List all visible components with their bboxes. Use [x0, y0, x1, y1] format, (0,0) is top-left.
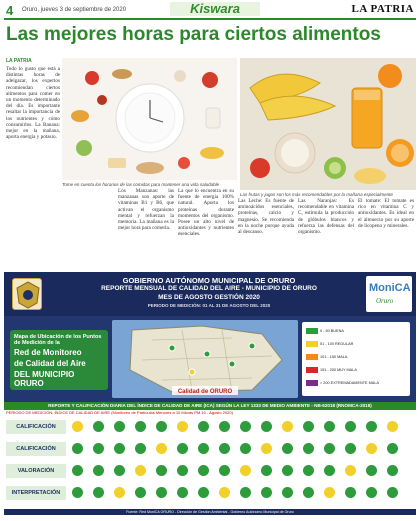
air-quality-face-icon	[93, 443, 104, 454]
air-quality-face-icon	[261, 465, 272, 476]
ad-title-1: GOBIERNO AUTÓNOMO MUNICIPAL DE ORURO	[122, 276, 296, 285]
article-paragraph: La que lo encuentra en su fuente de energía 100% natural. Aporta los proteínas durante momentos del organismo. Posee un alto nivel de antioxidantes y nutrientes esenciales.	[178, 188, 234, 238]
air-quality-face-icon	[387, 465, 398, 476]
map-title-box	[10, 330, 108, 390]
air-quality-face-icon	[387, 421, 398, 432]
section-name: Kiswara	[170, 2, 260, 16]
air-quality-face-icon	[177, 443, 188, 454]
ica-table-header: REPORTE Y CALIFICACIÓN DIARIA DEL ÍNDICE DE CALIDAD DE AIRE (ICA) SEGÚN LA LEY 1333 DE MEDIO AMBIENTE - NB-62018 (RNOMCA-2018)	[4, 402, 416, 410]
air-quality-face-icon	[345, 487, 356, 498]
air-quality-face-icon	[219, 443, 230, 454]
air-quality-face-icon	[114, 443, 125, 454]
air-quality-face-icon	[219, 465, 230, 476]
air-quality-face-icon	[303, 443, 314, 454]
monica-logo-city: Oruro	[376, 297, 394, 305]
legend-swatch	[306, 341, 318, 347]
air-quality-face-icon	[93, 487, 104, 498]
row-label: CALIFICACIÓN	[6, 420, 66, 434]
legend-item	[306, 367, 406, 376]
air-quality-face-icon	[72, 421, 83, 432]
article-author: LA PATRIA	[6, 58, 32, 64]
fruits-illustration	[240, 58, 416, 190]
air-quality-face-icon	[324, 421, 335, 432]
air-quality-face-icon	[366, 443, 377, 454]
air-quality-face-icon	[324, 487, 335, 498]
air-quality-face-icon	[345, 465, 356, 476]
air-quality-face-icon	[282, 443, 293, 454]
air-quality-face-icon	[198, 421, 209, 432]
air-quality-face-icon	[135, 421, 146, 432]
air-quality-face-icon	[156, 421, 167, 432]
ad-title-2: REPORTE MENSUAL DE CALIDAD DEL AIRE - MUNICIPIO DE ORURO	[101, 285, 317, 292]
newspaper-brand: LA PATRIA	[351, 3, 414, 15]
legend-swatch	[306, 328, 318, 334]
air-quality-face-icon	[345, 443, 356, 454]
air-quality-face-icon	[72, 465, 83, 476]
municipal-seal-logo	[12, 278, 42, 310]
air-quality-face-icon	[114, 487, 125, 498]
air-quality-ad	[4, 272, 416, 515]
air-quality-face-icon	[345, 421, 356, 432]
legend-swatch	[306, 380, 318, 386]
ica-daily-table	[4, 410, 416, 509]
air-quality-face-icon	[324, 443, 335, 454]
air-quality-face-icon	[72, 443, 83, 454]
article-column-2	[118, 188, 174, 268]
map-title-line-4: DEL MUNICIPIO ORURO	[14, 370, 75, 388]
ad-title-3: MES DE AGOSTO GESTIÓN 2020	[158, 294, 260, 301]
legend-label: > 200 EXTREMADAMENTE MALA	[320, 381, 379, 385]
air-quality-face-icon	[135, 465, 146, 476]
row-label: CALIFICACIÓN	[6, 442, 66, 456]
air-quality-face-icon	[261, 443, 272, 454]
air-quality-face-icon	[240, 487, 251, 498]
air-quality-face-icon	[387, 487, 398, 498]
monitoring-map	[112, 320, 298, 398]
air-quality-face-icon	[282, 465, 293, 476]
air-quality-face-icon	[198, 487, 209, 498]
food-clock-photo	[62, 58, 237, 180]
air-quality-face-icon	[93, 421, 104, 432]
legend-item	[306, 380, 406, 389]
header-rule	[4, 18, 416, 20]
table-row	[6, 462, 414, 480]
article-paragraph: Todo lo gusto que está a distintas horas de adelgazar, los expertos recomiendan ciertos alimentos para comer en un momento determinado del día. Es importante resaltar la importancia de los nutrientes y cómo consumirlos. La Banana: mejor en la mañana, aporta energía y potasio.	[6, 66, 60, 141]
article-column-4	[238, 198, 294, 268]
ad-header	[4, 272, 416, 316]
air-quality-face-icon	[156, 443, 167, 454]
air-quality-face-icon	[240, 465, 251, 476]
article-paragraph: Las Naranjas: Es recomendable en vitamina C, estimula la producción de glóbulos blancos y refuerza las defensas del organismo.	[298, 198, 354, 236]
row-label: VALORACIÓN	[6, 464, 66, 478]
page-header	[0, 0, 420, 22]
air-quality-face-icon	[114, 421, 125, 432]
photo-caption-1: Tome en cuenta los horarios de las comidas para mantener una vida saludable	[62, 182, 220, 187]
page-number: 4	[6, 3, 14, 18]
map-title-line-3: de Calidad del Aire	[14, 359, 86, 368]
air-quality-face-icon	[198, 443, 209, 454]
legend-item	[306, 341, 406, 350]
table-row	[6, 418, 414, 436]
monica-logo-text: MoniCA	[369, 282, 411, 294]
article-title: Las mejores horas para ciertos alimentos	[6, 24, 381, 45]
air-quality-face-icon	[282, 421, 293, 432]
air-quality-face-icon	[177, 465, 188, 476]
legend-label: 0 - 50 BUENA	[320, 329, 344, 333]
article-paragraph: Las Leche: Es fuente de aminoácidos esenciales, proteínas, calcio y magnesio. Se recomienda en la noche porque ayuda al descanso.	[238, 198, 294, 236]
air-quality-face-icon	[324, 465, 335, 476]
air-quality-face-icon	[135, 443, 146, 454]
legend-item	[306, 354, 406, 363]
row-label: INTERPRETACIÓN	[6, 486, 66, 500]
air-quality-face-icon	[303, 465, 314, 476]
air-quality-face-icon	[303, 421, 314, 432]
air-quality-face-icon	[303, 487, 314, 498]
legend-label: 51 - 100 REGULAR	[320, 342, 354, 346]
air-quality-face-icon	[240, 443, 251, 454]
legend-swatch	[306, 367, 318, 373]
table-row	[6, 440, 414, 458]
air-quality-face-icon	[135, 487, 146, 498]
air-quality-face-icon	[219, 421, 230, 432]
air-quality-face-icon	[366, 487, 377, 498]
monica-logo	[366, 276, 412, 312]
fruits-juice-photo	[240, 58, 416, 190]
air-quality-face-icon	[156, 465, 167, 476]
air-quality-face-icon	[177, 487, 188, 498]
article-column-5	[298, 198, 354, 268]
map-title-line-2: Red de Monitoreo	[14, 348, 82, 357]
table-row	[6, 484, 414, 502]
air-quality-face-icon	[177, 421, 188, 432]
article-paragraph: Los Manzanas: las manzanas son aporte de vitaminas B1 y B6, que activan el organismo mental y refuerzan la memoria. La mañana es la mejor hora para comerla.	[118, 188, 174, 232]
article-column-1	[6, 66, 60, 268]
ica-table-subtitle: PERIODO DE MEDICIÓN: ÍNDICE DE CALIDAD DE AIRE (Monitoreo de Partículas Menores a 10 Micras PM 10 - Agosto 2020)	[6, 410, 233, 415]
photo-caption-2: Las frutas y jugos son los más recomendables por la mañana especialmente	[240, 192, 393, 197]
air-quality-face-icon	[93, 465, 104, 476]
map-caption: Calidad de ORURO	[177, 389, 233, 395]
ad-footer: Fuente: Red MoniCA ORURO - Dirección de Gestión Ambiental - Gobierno Autónomo Municipal de Oruro	[4, 509, 416, 515]
food-clock-illustration	[62, 58, 237, 180]
ica-legend	[302, 322, 410, 396]
air-quality-face-icon	[240, 421, 251, 432]
air-quality-face-icon	[261, 421, 272, 432]
map-title-line-1: Mapa de Ubicación de los Puntos de Medición de la	[14, 334, 102, 346]
article-column-3	[178, 188, 234, 268]
legend-label: 101 - 150 MALA	[320, 355, 348, 359]
legend-swatch	[306, 354, 318, 360]
ad-period: PERIODO DE MEDICIÓN: 01 AL 31 DE AGOSTO DEL 2020	[147, 303, 271, 308]
article-paragraph: El tomate: El tomate es rico en vitamina C y antioxidantes. Es ideal en el almuerzo por su aporte de licopeno y minerales.	[358, 198, 414, 229]
air-quality-face-icon	[366, 421, 377, 432]
air-quality-face-icon	[198, 465, 209, 476]
air-quality-face-icon	[219, 487, 230, 498]
air-quality-face-icon	[72, 487, 83, 498]
legend-label: 151 - 200 MUY MALA	[320, 368, 357, 372]
air-quality-face-icon	[114, 465, 125, 476]
air-quality-face-icon	[282, 487, 293, 498]
air-quality-face-icon	[261, 487, 272, 498]
air-quality-face-icon	[366, 465, 377, 476]
article-column-6	[358, 198, 414, 268]
legend-item	[306, 328, 406, 337]
air-quality-face-icon	[387, 443, 398, 454]
issue-date: Oruro, jueves 3 de septiembre de 2020	[22, 7, 127, 13]
air-quality-face-icon	[156, 487, 167, 498]
